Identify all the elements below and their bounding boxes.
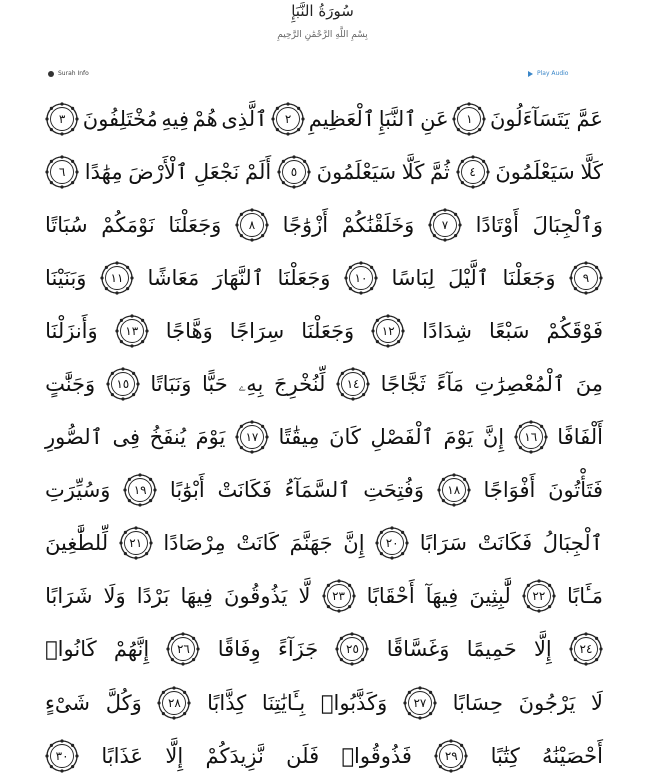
ayah-number: ٢٥ xyxy=(346,642,359,657)
ayah-number: ٢٧ xyxy=(413,695,427,710)
quran-word[interactable]: سَيَعْلَمُونَ xyxy=(495,159,575,184)
ayah-marker[interactable] xyxy=(375,526,409,560)
quran-word[interactable]: فَذُوقُوا۟ xyxy=(341,743,412,768)
quran-word[interactable]: نَوْمَكُمْ xyxy=(101,212,155,237)
quran-word[interactable]: حِسَابًا xyxy=(452,690,503,715)
mushaf-line xyxy=(45,517,603,570)
ayah-marker[interactable] xyxy=(157,686,191,720)
ayah-number: ١٥ xyxy=(116,377,130,392)
quran-word[interactable]: هُمْ xyxy=(192,106,218,131)
play-audio-link[interactable] xyxy=(528,70,568,77)
ayah-number: ١٢ xyxy=(381,323,395,338)
quran-word[interactable]: فَكَانَتْ xyxy=(477,531,533,556)
quran-word[interactable]: كَانُوا۟ xyxy=(45,637,97,662)
ayah-marker[interactable] xyxy=(45,739,79,773)
ayah-number: ١٠ xyxy=(354,270,368,285)
mushaf-line xyxy=(45,92,603,145)
ayah-marker[interactable] xyxy=(452,102,486,136)
quran-word[interactable]: ٱلصُّورِ xyxy=(45,425,103,450)
quran-word[interactable]: حَبًّا xyxy=(201,372,228,397)
ayah-number: ١٣ xyxy=(125,323,139,338)
mushaf-line xyxy=(45,198,603,251)
quran-word[interactable]: فِيهَآ xyxy=(425,584,459,609)
surah-info-label: Surah Info xyxy=(58,70,89,77)
quran-word[interactable]: ٱلْمُعْصِرَٰتِ xyxy=(474,372,566,397)
quran-word[interactable]: سَبْعًا xyxy=(488,318,530,343)
quran-word[interactable]: يَرْجُونَ xyxy=(518,690,576,715)
quran-word[interactable]: ٱلسَّمَآءُ xyxy=(284,478,351,503)
ayah-number: ١٤ xyxy=(346,377,360,392)
quran-word[interactable]: أَلَمْ xyxy=(244,159,272,184)
mushaf-line xyxy=(45,304,603,357)
quran-word[interactable]: كَلَّا xyxy=(401,159,425,184)
quran-word[interactable]: مِهَٰدًا xyxy=(84,159,123,184)
ayah-marker[interactable] xyxy=(235,208,269,242)
quran-word[interactable]: عَنِ xyxy=(420,106,449,131)
quran-word[interactable]: كِتَٰبًا xyxy=(490,743,520,768)
mushaf-line xyxy=(45,145,603,198)
basmala: بِسْمِ اللَّهِ الرَّحْمَٰنِ الرَّحِيمِ xyxy=(277,30,368,40)
quran-word[interactable]: فَلَن xyxy=(286,743,320,768)
ayah-marker[interactable] xyxy=(434,739,468,773)
quran-word[interactable]: وَبَنَيْنَا xyxy=(45,265,87,290)
quran-word[interactable]: يُنفَخُ xyxy=(149,425,187,450)
quran-word[interactable]: أَوْتَادًا xyxy=(475,212,519,237)
ayah-number: ٩ xyxy=(582,270,590,285)
quran-word[interactable]: يَوْمَ xyxy=(443,425,474,450)
ayah-marker[interactable] xyxy=(569,261,603,295)
quran-word[interactable]: وَفُتِحَتِ xyxy=(363,478,424,503)
ayah-number: ٢٨ xyxy=(167,695,181,710)
quran-word[interactable]: مُخْتَلِفُونَ xyxy=(82,106,158,131)
quran-word[interactable]: بِهِۦ xyxy=(238,371,264,396)
quran-word[interactable]: سِرَاجًا xyxy=(229,318,285,343)
ayah-number: ١١ xyxy=(110,270,124,285)
ayah-marker[interactable] xyxy=(123,473,157,507)
surah-title: سُورَةُ النَّبَإِ xyxy=(291,2,354,20)
quran-word[interactable]: حَمِيمًا xyxy=(466,637,517,662)
ayah-marker[interactable] xyxy=(428,208,462,242)
quran-word[interactable]: نَّزِيدَكُمْ xyxy=(205,743,264,768)
quran-word[interactable]: جَهَنَّمَ xyxy=(289,531,333,556)
mushaf-line xyxy=(45,729,603,782)
ayah-number: ١٦ xyxy=(524,430,538,445)
quran-word[interactable]: وَجَعَلْنَا xyxy=(502,265,556,290)
mushaf-line xyxy=(45,623,603,676)
play-audio-label: Play Audio xyxy=(537,70,569,77)
quran-word[interactable]: سُبَاتًا xyxy=(45,212,88,237)
mushaf-line xyxy=(45,411,603,464)
ayah-number: ١٩ xyxy=(133,483,147,498)
quran-word[interactable]: لِّلطَّٰغِينَ xyxy=(45,531,109,556)
quran-word[interactable]: ٱلْأَرْضَ xyxy=(128,159,189,184)
quran-word[interactable]: وَكَذَّبُوا۟ xyxy=(320,690,388,715)
ayah-number: ٢٦ xyxy=(176,642,190,657)
quran-word[interactable]: فَكَانَتْ xyxy=(217,478,272,503)
ayah-marker[interactable] xyxy=(271,102,305,136)
info-icon xyxy=(48,71,54,77)
ayah-number: ٣ xyxy=(58,111,66,126)
quran-word[interactable]: فِى xyxy=(112,425,141,450)
ayah-number: ٢٣ xyxy=(332,589,345,604)
quran-word[interactable]: فَتَأْتُونَ xyxy=(548,478,603,503)
quran-page xyxy=(45,92,603,782)
quran-word[interactable]: شِدَادًا xyxy=(422,318,472,343)
quran-word[interactable]: إِلَّا xyxy=(533,637,552,662)
quran-word[interactable]: أَزْوَٰجًا xyxy=(282,212,329,237)
ayah-number: ٢ xyxy=(284,111,292,126)
quran-word[interactable]: مِنَ xyxy=(575,372,603,397)
ayah-marker[interactable] xyxy=(437,473,471,507)
ayah-marker[interactable] xyxy=(45,155,79,189)
quran-word[interactable]: وِفَاقًا xyxy=(217,637,261,662)
quran-word[interactable]: بَرْدًا xyxy=(136,584,170,609)
mushaf-line xyxy=(45,357,603,410)
quran-word[interactable]: لِبَاسًا xyxy=(391,265,435,290)
quran-word[interactable]: ثُمَّ xyxy=(430,159,450,184)
quran-word[interactable]: ٱلنَّهَارَ xyxy=(212,265,264,290)
quran-word[interactable]: وَخَلَقْنَٰكُمْ xyxy=(341,212,415,237)
quran-word[interactable]: كَانَتْ xyxy=(236,531,280,556)
quran-word[interactable]: شَىْءٍ xyxy=(45,690,91,715)
ayah-number: ٦ xyxy=(58,164,66,179)
ayah-number: ٧ xyxy=(441,217,449,232)
quran-word[interactable]: ٱلنَّبَإِ xyxy=(378,106,417,131)
quran-word[interactable]: سَرَابًا xyxy=(419,531,468,556)
surah-info-link[interactable] xyxy=(48,70,89,77)
ayah-number: ١٨ xyxy=(447,483,461,498)
ayah-number: ٣٠ xyxy=(55,748,69,763)
quran-word[interactable]: يَوْمَ xyxy=(195,425,226,450)
quran-word[interactable]: ٱلْفَصْلِ xyxy=(370,425,434,450)
quran-word[interactable]: إِنَّ xyxy=(343,531,365,556)
quran-word[interactable]: مَعَاشًا xyxy=(147,265,200,290)
quran-word[interactable]: فِيهِ xyxy=(161,106,190,131)
ayah-marker[interactable] xyxy=(115,314,149,348)
quran-word[interactable]: عَمَّ يَتَسَآءَلُونَ xyxy=(489,106,603,131)
ayah-marker[interactable] xyxy=(100,261,134,295)
mushaf-line xyxy=(45,464,603,517)
ayah-marker[interactable] xyxy=(277,155,311,189)
ayah-number: ٢٢ xyxy=(532,589,546,604)
quran-word[interactable]: أَفْوَاجًا xyxy=(483,478,536,503)
ayah-marker[interactable] xyxy=(403,686,437,720)
quran-word[interactable]: كِذَّابًا xyxy=(207,690,247,715)
quran-word[interactable]: وَأَنزَلْنَا xyxy=(45,318,98,343)
ayah-number: ٤ xyxy=(469,164,476,179)
quran-word[interactable]: وَجَعَلْنَا xyxy=(277,265,331,290)
ayah-marker[interactable] xyxy=(166,632,200,666)
quran-word[interactable]: مَـَٔابًا xyxy=(566,584,603,609)
ayah-number: ٥ xyxy=(290,164,298,179)
ayah-marker[interactable] xyxy=(335,632,369,666)
quran-word[interactable]: مَآءً xyxy=(436,372,464,397)
toolbar xyxy=(0,70,645,84)
quran-word[interactable]: وَلَا xyxy=(103,584,126,609)
quran-word[interactable]: ثَجَّاجًا xyxy=(380,372,426,397)
surah-header xyxy=(0,0,645,64)
quran-word[interactable]: وَٱلْجِبَالَ xyxy=(532,212,603,237)
quran-word[interactable]: جَزَآءً xyxy=(277,637,319,662)
ayah-marker[interactable] xyxy=(456,155,490,189)
quran-word[interactable]: وَهَّاجًا xyxy=(165,318,213,343)
ayah-marker[interactable] xyxy=(344,261,378,295)
quran-word[interactable]: وَجَعَلْنَا xyxy=(168,212,222,237)
quran-word[interactable]: مِرْصَادًا xyxy=(163,531,226,556)
ayah-number: ٢٠ xyxy=(385,536,399,551)
quran-word[interactable]: أَحْصَيْنَٰهُ xyxy=(542,743,603,768)
ayah-number: ١ xyxy=(466,111,473,126)
quran-word[interactable]: فِيهَا xyxy=(180,584,213,609)
quran-word[interactable]: وَنَبَاتًا xyxy=(150,372,192,397)
quran-word[interactable]: وَجَنَّٰتٍ xyxy=(45,372,96,397)
ayah-marker[interactable] xyxy=(322,579,356,613)
ayah-marker[interactable] xyxy=(569,632,603,666)
quran-word[interactable]: وَكُلَّ xyxy=(105,690,142,715)
quran-word[interactable]: ٱلْجِبَالُ xyxy=(542,531,603,556)
ayah-marker[interactable] xyxy=(45,102,79,136)
ayah-marker[interactable] xyxy=(106,367,140,401)
ayah-number: ٢٤ xyxy=(579,642,593,657)
ayah-number: ٨ xyxy=(248,217,256,232)
quran-word[interactable]: أَبْوَٰبًا xyxy=(169,478,205,503)
quran-word[interactable]: عَذَابًا xyxy=(101,743,144,768)
quran-word[interactable]: إِنَّهُمْ xyxy=(113,637,150,662)
ayah-marker[interactable] xyxy=(371,314,405,348)
quran-word[interactable]: وَغَسَّاقًا xyxy=(386,637,450,662)
ayah-number: ٢٩ xyxy=(444,748,458,763)
quran-word[interactable]: سَيَعْلَمُونَ xyxy=(316,159,397,184)
quran-word[interactable]: وَجَعَلْنَا xyxy=(301,318,355,343)
quran-word[interactable]: شَرَابًا xyxy=(45,584,93,609)
mushaf-line xyxy=(45,570,603,623)
quran-word[interactable]: لَّا xyxy=(298,584,311,609)
quran-word[interactable]: أَلْفَافًا xyxy=(557,425,603,450)
quran-word[interactable]: إِنَّ xyxy=(482,425,505,450)
ayah-marker[interactable] xyxy=(336,367,370,401)
ayah-marker[interactable] xyxy=(119,526,153,560)
quran-word[interactable]: لَا xyxy=(591,690,603,715)
quran-word[interactable]: كَلَّا xyxy=(580,159,603,184)
quran-word[interactable]: ٱلَّيْلَ xyxy=(448,265,490,290)
mushaf-line xyxy=(45,676,603,729)
quran-word[interactable]: وَسُيِّرَتِ xyxy=(45,478,111,503)
ayah-number: ١٧ xyxy=(245,430,259,445)
quran-word[interactable]: ٱلْعَظِيمِ xyxy=(308,106,376,131)
quran-word[interactable]: لِّنُخْرِجَ xyxy=(274,372,326,397)
quran-word[interactable]: مِيقَٰتًا xyxy=(278,425,320,450)
mushaf-line xyxy=(45,251,603,304)
ayah-marker[interactable] xyxy=(235,420,269,454)
quran-word[interactable]: أَحْقَابًا xyxy=(366,584,415,609)
ayah-marker[interactable] xyxy=(522,579,556,613)
quran-word[interactable]: يَذُوقُونَ xyxy=(224,584,288,609)
quran-word[interactable]: كَانَ xyxy=(329,425,361,450)
play-icon xyxy=(528,71,533,77)
quran-word[interactable]: إِلَّا xyxy=(165,743,184,768)
quran-word[interactable]: لَّٰبِثِينَ xyxy=(469,584,511,609)
quran-word[interactable]: ٱلَّذِى xyxy=(221,106,268,131)
quran-word[interactable]: بِـَٔايَٰتِنَا xyxy=(261,690,306,715)
quran-word[interactable]: نَجْعَلِ xyxy=(193,159,240,184)
ayah-marker[interactable] xyxy=(514,420,548,454)
quran-word[interactable]: فَوْقَكُمْ xyxy=(546,318,603,343)
ayah-number: ٢١ xyxy=(129,536,143,551)
